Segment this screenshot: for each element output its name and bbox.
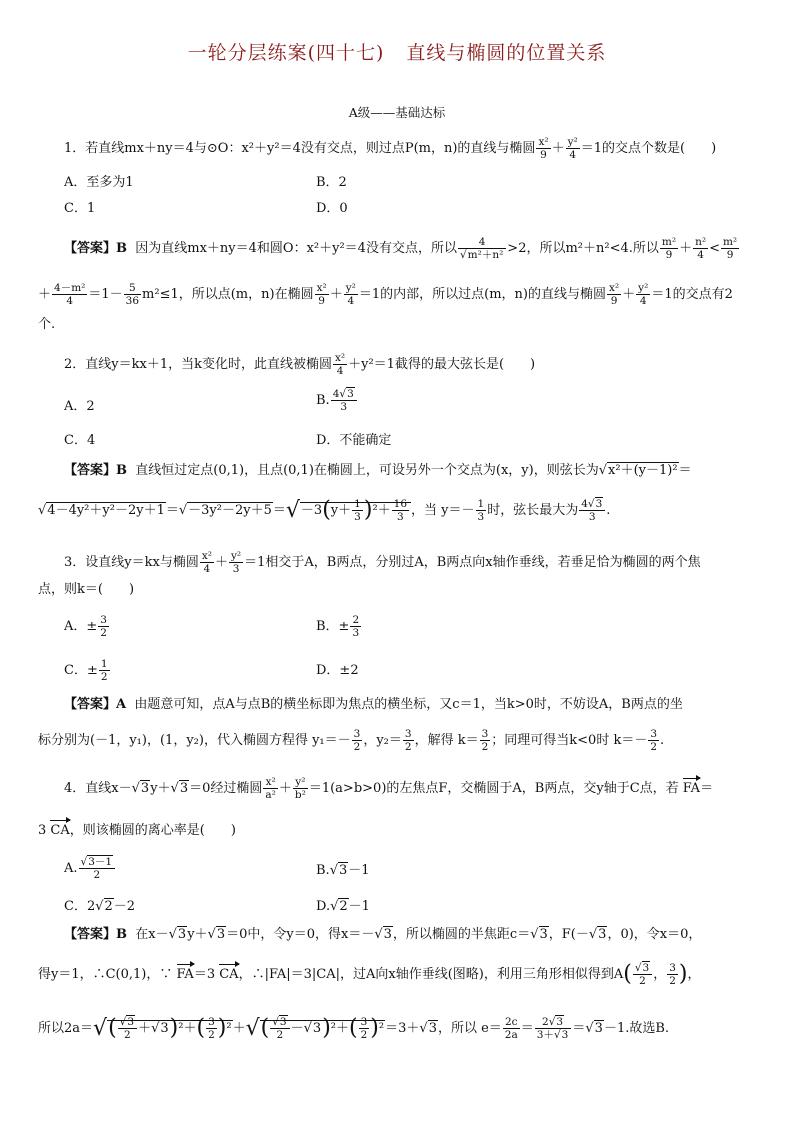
- q1-answer-line3: 个.: [38, 317, 56, 332]
- q1-option-a: A．至多为1: [64, 175, 134, 190]
- q1-answer-line2: ＋ $\frac{\text{4－m²}}{4}$ ＝1－ $\frac{5}{36}$ m²≤1，所以点(m，n)在椭圆 $\frac{\text{x²}}{9}$ ＋ $\frac{\text{y²}}{4}$ ＝1的内部，所以过点(m，n)的直线与椭圆 $\frac{\text{x²}}{9}$ ＋ $\frac{\text{y²}}{4}$ ＝1的交点有2: [38, 282, 733, 307]
- q3-stem-cont: 点，则k＝( ): [38, 582, 135, 597]
- q3-stem: 3．设直线y＝kx与椭圆 $\frac{\text{x²}}{4}$ ＋ $\frac{\text{y²}}{3}$ ＝1相交于A，B两点，分别过A，B两点向x轴作垂线，若垂足恰为椭圆的两个焦: [64, 550, 701, 575]
- q3-answer-line1: 【答案】A 由题意可知，点A与点B的横坐标即为焦点的横坐标，又c＝1，当k>0时，不妨设A，B两点的坐: [64, 697, 683, 712]
- q4-option-d: D.√ 2－1: [316, 898, 370, 916]
- q4-option-b: B.√ 3－1: [316, 862, 370, 880]
- page-title: [0, 38, 794, 65]
- q1-option-d: D．0: [316, 201, 348, 216]
- q1-option-b: B．2: [316, 175, 347, 190]
- frac-x2-9: $\frac{\text{x²}}{9}$: [538, 136, 549, 161]
- title-part2: 直线与椭圆的位置关系: [406, 42, 607, 64]
- q4-answer-line3: 所以2a＝√ ( √ $\frac{3}{2}$ ＋√ 3)²＋( $\frac{3}{2}$ )²＋√ ( √ $\frac{3}{2}$ －√ 3)²＋( $\frac{3}{2}$ )²＝3＋√ 3，所以 e＝ $\frac{2c}{2a}$ ＝ $\frac{2√ 3}{3+√ 3}$ ＝√ 3－1.故选B.: [38, 1016, 760, 1041]
- q4-answer-line2: 得y＝1，∴C(0,1)，∵ FA＝3 CA，∴|FA|＝3|CA|，过A向x轴作垂线(图略)，利用三角形相似得到A( √ $\frac{3}{2}$ ， $\frac{3}{2}$ )，: [38, 962, 760, 987]
- q3-option-a: A．± $\frac{3}{2}$: [64, 614, 107, 639]
- level-heading: A级——基础达标: [348, 105, 446, 120]
- q4-stem-cont: 3 CA，则该椭圆的离心率是( ): [38, 818, 760, 840]
- q2-answer-line1: 【答案】B 直线恒过定点(0,1)，且点(0,1)在椭圆上，可设另外一个交点为(x，y)，则弦长为√ x²＋(y－1)²＝: [64, 462, 760, 480]
- q2-option-c: C．4: [64, 433, 96, 448]
- q2-answer-line2: √ 4－4y²＋y²－2y＋1＝√ －3y²－2y＋5＝√ －3(y＋ $\frac{1}{3}$ )²＋ $\frac{16}{3}$ ，当 y＝－ $\frac{1}{3}$ 时，弦长最大为 $\frac{4√ 3}{3}$ .: [38, 498, 760, 523]
- q4-answer-line1: 【答案】B 在x－√ 3y＋√ 3＝0中，令y＝0，得x＝－√ 3，所以椭圆的半焦距c＝√ 3，F(－√ 3，0)，令x＝0，: [64, 926, 760, 944]
- frac-y2-4: $\frac{\text{y²}}{4}$: [567, 136, 578, 161]
- q3-option-b: B．± $\frac{2}{3}$: [316, 614, 360, 639]
- q2-option-d: D．不能确定: [316, 433, 392, 448]
- q4-stem: 4．直线x－√ 3y＋√ 3＝0经过椭圆 $\frac{\text{x²}}{\text{a²}}$ ＋ $\frac{\text{y²}}{\text{b²}}$ ＝1(a>b>0)的左焦点F，交椭圆于A，B两点，交y轴于C点，若 FA＝: [64, 776, 760, 801]
- q1-option-c: C．1: [64, 201, 96, 216]
- q2-option-a: A．2: [64, 399, 95, 414]
- q1-stem: 1．若直线mx＋ny＝4与⊙O：x²＋y²＝4没有交点，则过点P(m，n)的直线与椭圆 $\frac{\text{x²}}{9}$ ＋ $\frac{\text{y²}}{4}$ ＝1的交点个数是( ): [64, 136, 717, 161]
- q4-option-c: C．2√ 2－2: [64, 898, 135, 916]
- q1-answer-line1: 【答案】B 因为直线mx＋ny＝4和圆O：x²＋y²＝4没有交点，所以 4 √ m²＋n² >2，所以m²＋n²<4.所以 $\frac{\text{m²}}{9}$ ＋ $\frac{\text{n²}}{4}$ < $\frac{\text{m²}}{9}$: [64, 236, 760, 261]
- q3-answer-line2: 标分别为(－1，y₁)，(1，y₂)，代入椭圆方程得 y₁＝－ $\frac{3}{2}$ ，y₂＝ $\frac{3}{2}$ ，解得 k＝ $\frac{3}{2}$ ；同理可得当k<0时 k＝－ $\frac{3}{2}$ .: [38, 728, 665, 753]
- title-part1: 一轮分层练案(四十七): [187, 42, 385, 64]
- q2-option-b: B. $\frac{4√ 3}{3}$: [316, 388, 358, 413]
- q4-option-a: A. √ $\frac{3-1}{2}$: [64, 856, 116, 881]
- q3-option-d: D．±2: [316, 663, 359, 678]
- answer-tag: 【答案】B: [64, 241, 127, 256]
- q2-stem: 2．直线y＝kx＋1，当k变化时，此直线被椭圆 $\frac{\text{x²}}{4}$ ＋y²＝1截得的最大弦长是( ): [64, 352, 536, 377]
- q3-option-c: C．± $\frac{1}{2}$: [64, 658, 108, 683]
